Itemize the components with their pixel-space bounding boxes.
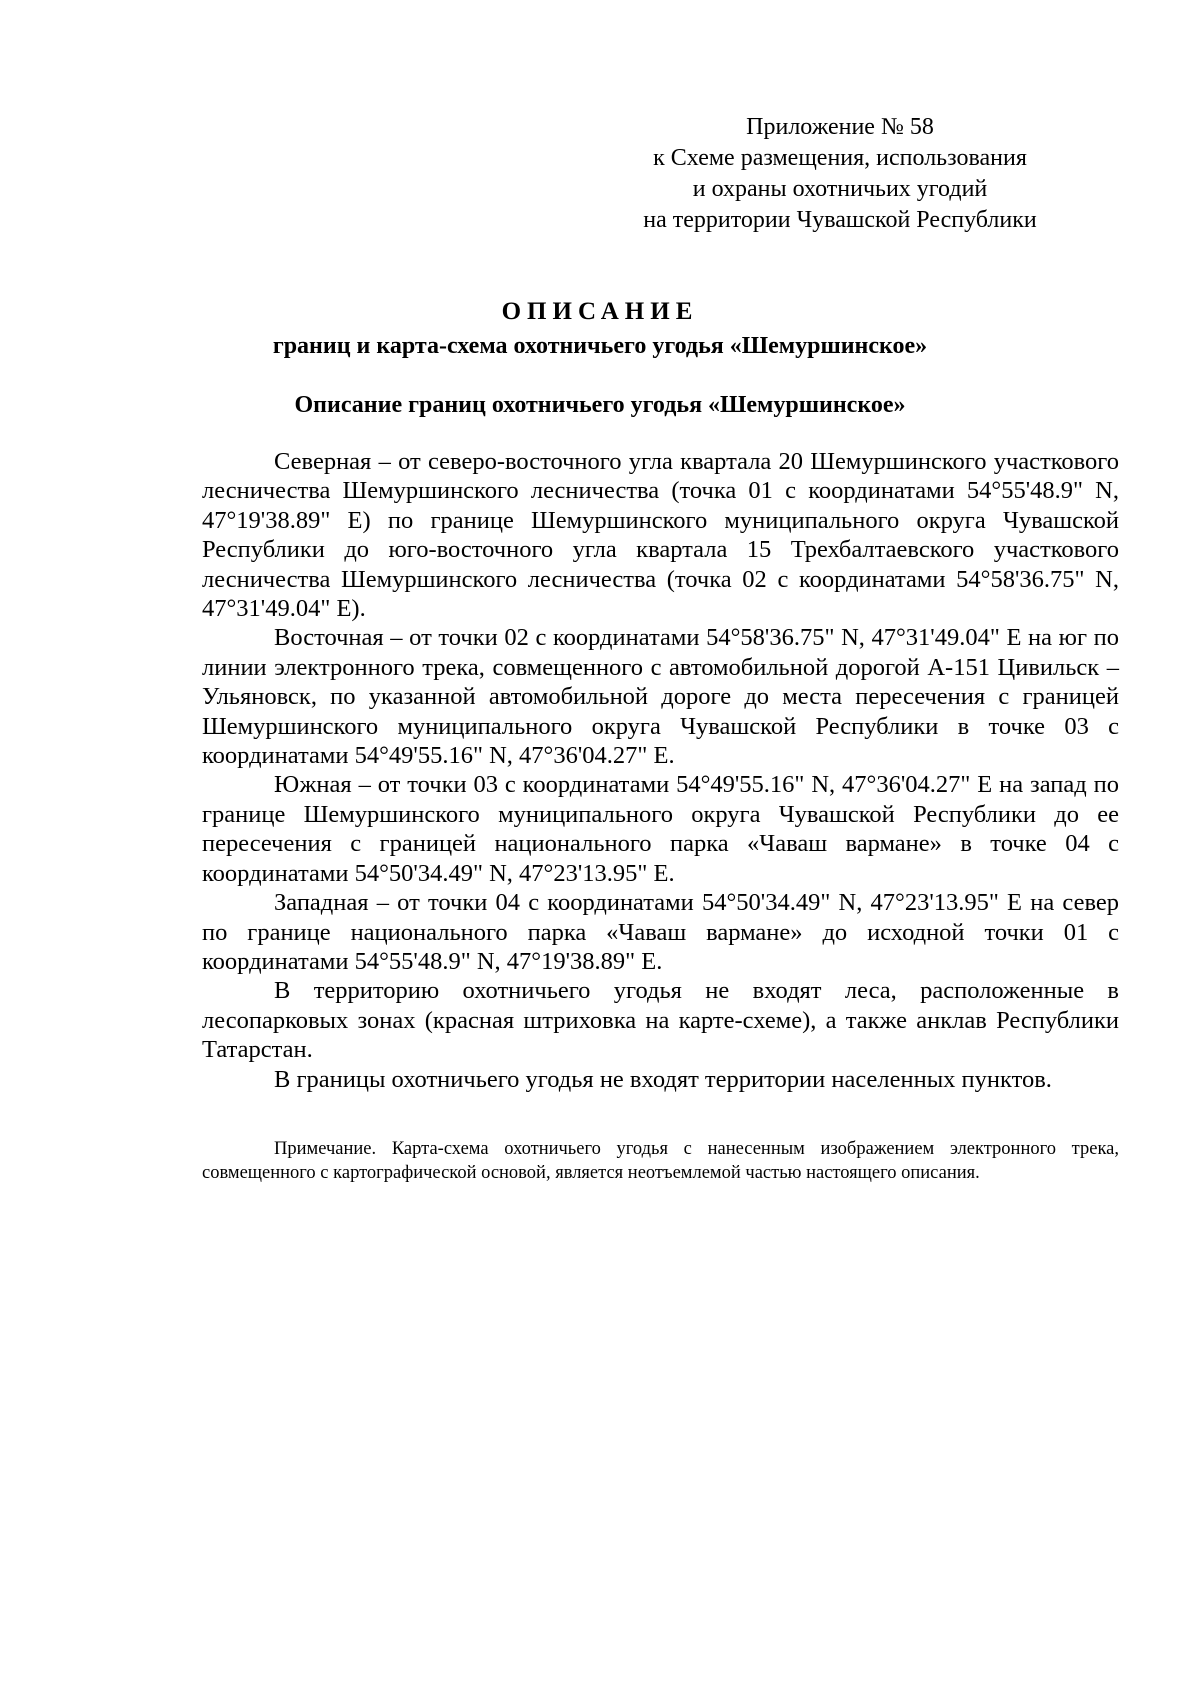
document-subtitle: границ и карта-схема охотничьего угодья «Шемуршинское» xyxy=(272,333,928,359)
appendix-header xyxy=(560,112,1120,236)
document-title: ОПИСАНИЕ xyxy=(501,298,699,325)
appendix-line: Приложение № 58 xyxy=(746,114,934,140)
paragraph-excluded-forests: В территорию охотничьего угодья не входят леса, расположенные в лесопарковых зонах (красная штриховка на карте-схеме), а также анклав Республики Татарстан. xyxy=(202,977,1119,1064)
paragraph-excluded-settlements: В границы охотничьего угодья не входят территории населенных пунктов. xyxy=(274,1065,1052,1093)
paragraph-north-boundary: Северная – от северо-восточного угла квартала 20 Шемуршинского участкового лесничества Шемуршинского лесничества (точка 01 с координатами 54°55'48.9" N, 47°19'38.89" E) по границе Шемуршинского муниципального округа Чувашской Республики до юго-восточного угла квартала 15 Трехбалтаевского участкового лесничества Шемуршинского лесничества (точка 02 с координатами 54°58'36.75" N, 47°31'49.04" E). xyxy=(202,448,1119,623)
appendix-line: к Схеме размещения, использования xyxy=(653,145,1027,171)
paragraph-west-boundary: Западная – от точки 04 с координатами 54°50'34.49" N, 47°23'13.95" E на север по границе национального парка «Чаваш вармане» до исходной точки 01 с координатами 54°55'48.9" N, 47°19'38.89" E. xyxy=(202,889,1119,975)
footnote: Примечание. Карта-схема охотничьего угодья с нанесенным изображением электронного трека, совмещенного с картографической основой, является неотъемлемой частью настоящего описания. xyxy=(202,1139,1119,1183)
section-heading: Описание границ охотничьего угодья «Шемуршинское» xyxy=(294,392,906,418)
paragraph-south-boundary: Южная – от точки 03 с координатами 54°49'55.16" N, 47°36'04.27" E на запад по границе Шемуршинского муниципального округа Чувашской Республики до ее пересечения с границей национального парка «Чаваш вармане» в точке 04 с координатами 54°50'34.49" N, 47°23'13.95" E. xyxy=(202,771,1119,887)
appendix-line: и охраны охотничьих угодий xyxy=(692,176,988,202)
document-body xyxy=(202,447,1119,1094)
paragraph-east-boundary: Восточная – от точки 02 с координатами 54°58'36.75" N, 47°31'49.04" E на юг по линии электронного трека, совмещенного с автомобильной дорогой А-151 Цивильск – Ульяновск, по указанной автомобильной дороге до места пересечения с границей Шемуршинского муниципального округа Чувашской Республики в точке 03 с координатами 54°49'55.16" N, 47°36'04.27" E. xyxy=(202,624,1119,770)
appendix-line: на территории Чувашской Республики xyxy=(643,207,1037,233)
